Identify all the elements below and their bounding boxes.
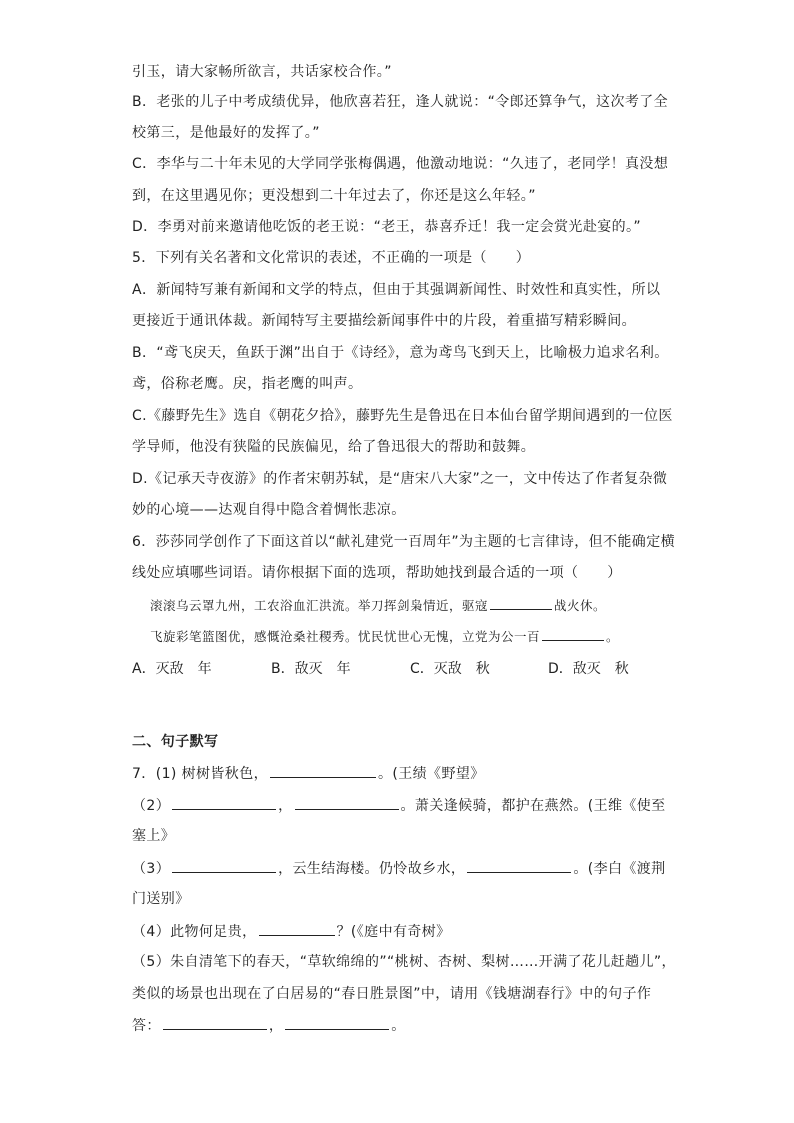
question-7-1	[132, 763, 485, 784]
text-line: 引玉，请大家畅所欲言，共话家校合作。”	[132, 64, 392, 80]
option-b[interactable]: B．敌灭 年	[271, 661, 351, 677]
answer-blank[interactable]	[490, 595, 552, 610]
text-line: 类似的场景也出现在了白居易的“春日胜景图”中，请用《钱塘湖春行》中的句子作	[132, 986, 652, 1002]
text-line: 鸢，俗称老鹰。戾，指老鹰的叫声。	[132, 376, 363, 392]
text-line: 妙的心境——达观自得中隐含着惆怅悲凉。	[132, 502, 406, 518]
answer-line	[132, 1015, 406, 1036]
question-7-3	[132, 858, 666, 879]
question-text: 。萧关逢候骑，都护在燕然。(王维《使至	[400, 798, 666, 814]
option-c[interactable]: C．灭敌 秋	[410, 661, 490, 677]
question-text: 。(王绩《野望》	[378, 766, 485, 782]
poem-text: 滚滚乌云罩九州，工农浴血汇洪流。举刀挥剑枭情近，驱寇	[150, 598, 489, 613]
question-text: （3）	[132, 861, 171, 877]
text-line: A．新闻特写兼有新闻和文学的特点，但由于其强调新闻性、时效性和真实性，所以	[132, 282, 661, 298]
poem-text: 。	[606, 629, 620, 644]
poem-text: 飞旋彩笔篮图优，感慨沧桑社稷秀。忧民忧世心无愧，立党为公一百	[150, 629, 541, 644]
question-text: （2）	[132, 798, 171, 814]
text-line: 更接近于通讯体裁。新闻特写主要描绘新闻事件中的片段，着重描写精彩瞬间。	[132, 313, 636, 329]
question-text: （4）此物何足贵，	[132, 924, 257, 940]
question-7-5: （5）朱自清笔下的春天，“草软绵绵的”“桃树、杏树、梨树……开满了花儿赶趟儿”，	[132, 954, 676, 970]
text-line: B．“鸢飞戾天，鱼跃于渊”出自于《诗经》，意为鸢鸟飞到天上，比喻极力追求名利。	[132, 345, 669, 361]
text-line: D．李勇对前来邀请他吃饭的老王说：“老王，恭喜乔迁！我一定会赏光赴宴的。”	[132, 219, 642, 235]
text-line: C.《藤野先生》选自《朝花夕拾》，藤野先生是鲁迅在日本仙台留学期间遇到的一位医	[132, 408, 673, 424]
text-line: 门送别》	[132, 891, 190, 907]
question-text: 7．(1) 树树皆秋色，	[132, 766, 268, 782]
question-text: ，云生结海楼。仍怜故乡水，	[278, 861, 466, 877]
text-line: 校第三，是他最好的发挥了。”	[132, 125, 320, 141]
answer-blank[interactable]	[542, 626, 604, 641]
text-line: 到，在这里遇见你；更没想到二十年过去了，你还是这么年轻。”	[132, 188, 536, 204]
answer-blank[interactable]	[172, 795, 276, 810]
text-line: 塞上》	[132, 828, 176, 844]
answer-blank[interactable]	[467, 858, 571, 873]
question-7-4	[132, 921, 451, 942]
poem-line-1	[150, 595, 606, 616]
question-text: 。(李白《渡荆	[573, 861, 666, 877]
poem-line-2	[150, 626, 619, 647]
text-line: 学导师，他没有狭隘的民族偏见，给了鲁迅很大的帮助和鼓舞。	[132, 439, 536, 455]
answer-blank[interactable]	[285, 1015, 389, 1030]
question-6: 6．莎莎同学创作了下面这首以“献礼建党一百周年”为主题的七言律诗，但不能确定横	[132, 534, 676, 550]
option-a[interactable]: A．灭敌 年	[132, 661, 212, 677]
question-text: ？(《庭中有奇树》	[336, 924, 451, 940]
question-text: ，	[268, 1018, 284, 1034]
text-line: 线处应填哪些词语。请你根据下面的选项，帮助她找到最合适的一项（ ）	[132, 565, 622, 581]
question-text: ，	[278, 798, 293, 814]
answer-blank[interactable]	[172, 858, 276, 873]
answer-blank[interactable]	[270, 763, 376, 778]
answer-blank[interactable]	[295, 795, 399, 810]
question-7-2	[132, 795, 666, 816]
answer-blank[interactable]	[259, 921, 335, 936]
question-text: 。	[391, 1018, 406, 1034]
answer-blank[interactable]	[163, 1015, 267, 1030]
option-d[interactable]: D．敌灭 秋	[548, 661, 629, 677]
question-text: 答：	[132, 1018, 161, 1034]
text-line: D.《记承天寺夜游》的作者宋朝苏轼，是“唐宋八大家”之一，文中传达了作者复杂微	[132, 471, 668, 487]
poem-text: 战火休。	[554, 598, 607, 613]
question-5: 5．下列有关名著和文化常识的表述，不正确的一项是（ ）	[132, 250, 531, 266]
text-line: B．老张的儿子中考成绩优异，他欣喜若狂，逢人就说：“令郎还算争气，这次考了全	[132, 94, 669, 110]
section-heading: 二、句子默写	[132, 734, 219, 750]
text-line: C．李华与二十年未见的大学同学张梅偶遇，他激动地说：“久违了，老同学！真没想	[132, 156, 669, 172]
